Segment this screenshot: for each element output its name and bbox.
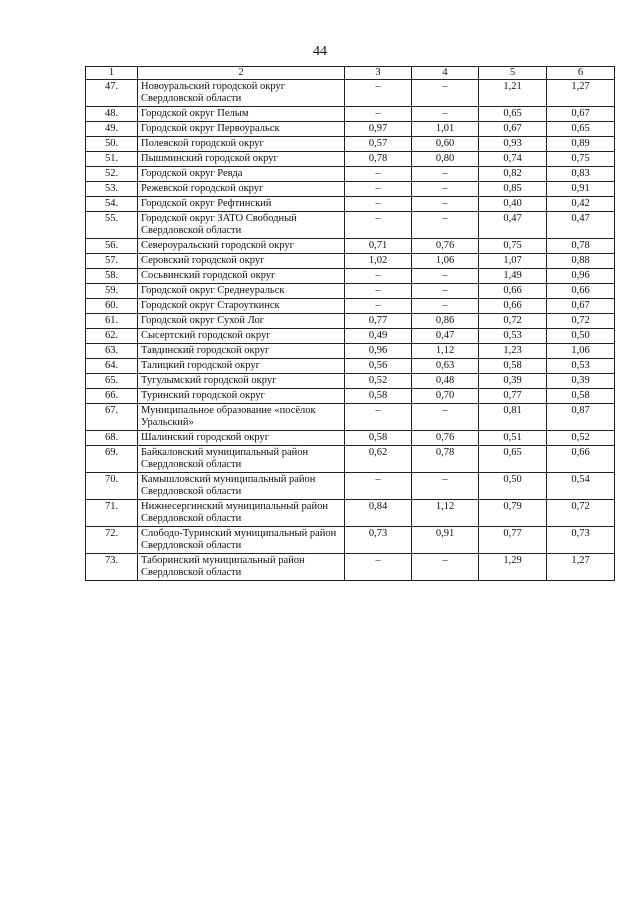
value-col-5: 0,82: [479, 167, 547, 182]
value-col-4: 0,91: [412, 527, 479, 554]
table-row: [86, 299, 615, 314]
value-col-5: 0,67: [479, 122, 547, 137]
value-col-3: 0,71: [345, 239, 412, 254]
value-col-3: –: [345, 299, 412, 314]
row-number: 54.: [86, 197, 138, 212]
row-number: 71.: [86, 500, 138, 527]
row-number: 68.: [86, 431, 138, 446]
value-col-3: –: [345, 167, 412, 182]
row-number: 52.: [86, 167, 138, 182]
table-row: [86, 404, 615, 431]
value-col-4: 1,12: [412, 500, 479, 527]
value-col-6: 0,78: [547, 239, 615, 254]
value-col-4: 0,76: [412, 431, 479, 446]
value-col-4: –: [412, 167, 479, 182]
value-col-5: 0,85: [479, 182, 547, 197]
value-col-4: –: [412, 299, 479, 314]
table-header-row: [86, 67, 615, 80]
municipality-name: Муниципальное образование «посёлок Уральский»: [138, 404, 345, 431]
table-row: [86, 554, 615, 581]
value-col-3: 0,62: [345, 446, 412, 473]
value-col-4: 1,06: [412, 254, 479, 269]
table-row: [86, 389, 615, 404]
value-col-4: –: [412, 80, 479, 107]
value-col-5: 0,81: [479, 404, 547, 431]
row-number: 60.: [86, 299, 138, 314]
municipality-name: Таборинский муниципальный район Свердловской области: [138, 554, 345, 581]
value-col-3: –: [345, 107, 412, 122]
value-col-6: 0,91: [547, 182, 615, 197]
value-col-5: 1,21: [479, 80, 547, 107]
value-col-3: 0,58: [345, 389, 412, 404]
value-col-3: –: [345, 269, 412, 284]
municipality-name: Сысертский городской округ: [138, 329, 345, 344]
value-col-6: 0,88: [547, 254, 615, 269]
value-col-3: –: [345, 473, 412, 500]
data-table: [85, 66, 615, 581]
value-col-6: 1,27: [547, 554, 615, 581]
value-col-5: 0,65: [479, 446, 547, 473]
value-col-4: 0,86: [412, 314, 479, 329]
value-col-5: 0,66: [479, 299, 547, 314]
value-col-6: 0,53: [547, 359, 615, 374]
municipality-name: Нижнесергинский муниципальный район Свердловской области: [138, 500, 345, 527]
value-col-6: 0,39: [547, 374, 615, 389]
value-col-4: 0,78: [412, 446, 479, 473]
table-row: [86, 374, 615, 389]
municipality-name: Городской округ Староуткинск: [138, 299, 345, 314]
table-row: [86, 314, 615, 329]
municipality-name: Тугулымский городской округ: [138, 374, 345, 389]
value-col-4: –: [412, 269, 479, 284]
value-col-3: –: [345, 212, 412, 239]
value-col-4: 0,48: [412, 374, 479, 389]
value-col-3: –: [345, 182, 412, 197]
table-row: [86, 107, 615, 122]
value-col-6: 0,89: [547, 137, 615, 152]
value-col-3: –: [345, 284, 412, 299]
municipality-name: Городской округ Рефтинский: [138, 197, 345, 212]
municipality-name: Пышминский городской округ: [138, 152, 345, 167]
value-col-3: –: [345, 404, 412, 431]
value-col-3: 0,77: [345, 314, 412, 329]
table-row: [86, 269, 615, 284]
value-col-3: 0,52: [345, 374, 412, 389]
value-col-5: 0,74: [479, 152, 547, 167]
value-col-6: 0,47: [547, 212, 615, 239]
value-col-5: 1,07: [479, 254, 547, 269]
value-col-3: 0,56: [345, 359, 412, 374]
value-col-4: –: [412, 554, 479, 581]
table-row: [86, 137, 615, 152]
row-number: 67.: [86, 404, 138, 431]
municipality-name: Серовский городской округ: [138, 254, 345, 269]
value-col-4: 1,12: [412, 344, 479, 359]
value-col-6: 0,72: [547, 314, 615, 329]
value-col-6: 0,87: [547, 404, 615, 431]
value-col-4: 0,47: [412, 329, 479, 344]
value-col-5: 0,75: [479, 239, 547, 254]
table-row: [86, 500, 615, 527]
row-number: 72.: [86, 527, 138, 554]
municipality-name: Камышловский муниципальный район Свердловской области: [138, 473, 345, 500]
table-row: [86, 329, 615, 344]
value-col-6: 0,75: [547, 152, 615, 167]
column-header-5: 5: [479, 67, 547, 80]
municipality-name: Новоуральский городской округ Свердловской области: [138, 80, 345, 107]
value-col-5: 0,93: [479, 137, 547, 152]
value-col-5: 0,40: [479, 197, 547, 212]
table-row: [86, 359, 615, 374]
municipality-name: Слободо-Туринский муниципальный район Свердловской области: [138, 527, 345, 554]
table-row: [86, 212, 615, 239]
row-number: 70.: [86, 473, 138, 500]
column-header-3: 3: [345, 67, 412, 80]
value-col-6: 1,06: [547, 344, 615, 359]
value-col-6: 0,67: [547, 299, 615, 314]
value-col-5: 0,50: [479, 473, 547, 500]
value-col-5: 0,72: [479, 314, 547, 329]
value-col-3: –: [345, 197, 412, 212]
table-row: [86, 473, 615, 500]
value-col-3: 0,57: [345, 137, 412, 152]
column-header-4: 4: [412, 67, 479, 80]
row-number: 66.: [86, 389, 138, 404]
column-header-2: 2: [138, 67, 345, 80]
value-col-5: 0,51: [479, 431, 547, 446]
value-col-4: –: [412, 182, 479, 197]
value-col-3: 0,84: [345, 500, 412, 527]
value-col-6: 0,83: [547, 167, 615, 182]
municipality-name: Городской округ Первоуральск: [138, 122, 345, 137]
value-col-4: 0,80: [412, 152, 479, 167]
row-number: 50.: [86, 137, 138, 152]
value-col-5: 0,58: [479, 359, 547, 374]
value-col-4: –: [412, 197, 479, 212]
table-row: [86, 284, 615, 299]
row-number: 55.: [86, 212, 138, 239]
value-col-3: 0,49: [345, 329, 412, 344]
municipality-name: Байкаловский муниципальный район Свердловской области: [138, 446, 345, 473]
value-col-5: 0,47: [479, 212, 547, 239]
municipality-name: Тавдинский городской округ: [138, 344, 345, 359]
table-row: [86, 254, 615, 269]
row-number: 73.: [86, 554, 138, 581]
value-col-3: 0,97: [345, 122, 412, 137]
value-col-4: –: [412, 473, 479, 500]
row-number: 62.: [86, 329, 138, 344]
row-number: 69.: [86, 446, 138, 473]
value-col-5: 1,49: [479, 269, 547, 284]
value-col-6: 0,66: [547, 446, 615, 473]
value-col-4: –: [412, 107, 479, 122]
table-row: [86, 197, 615, 212]
table-row: [86, 344, 615, 359]
value-col-6: 0,67: [547, 107, 615, 122]
value-col-4: 0,76: [412, 239, 479, 254]
value-col-6: 0,52: [547, 431, 615, 446]
row-number: 48.: [86, 107, 138, 122]
municipality-name: Сосьвинский городской округ: [138, 269, 345, 284]
value-col-4: –: [412, 404, 479, 431]
municipality-name: Городской округ Среднеуральск: [138, 284, 345, 299]
municipality-name: Городской округ Ревда: [138, 167, 345, 182]
row-number: 53.: [86, 182, 138, 197]
table-row: [86, 122, 615, 137]
table-row: [86, 446, 615, 473]
table-row: [86, 239, 615, 254]
value-col-6: 0,72: [547, 500, 615, 527]
row-number: 63.: [86, 344, 138, 359]
value-col-5: 0,77: [479, 527, 547, 554]
row-number: 47.: [86, 80, 138, 107]
value-col-3: 0,58: [345, 431, 412, 446]
row-number: 57.: [86, 254, 138, 269]
row-number: 58.: [86, 269, 138, 284]
row-number: 56.: [86, 239, 138, 254]
municipality-name: Туринский городской округ: [138, 389, 345, 404]
value-col-3: 0,96: [345, 344, 412, 359]
value-col-5: 0,65: [479, 107, 547, 122]
page-number: 44: [313, 44, 327, 59]
value-col-5: 0,79: [479, 500, 547, 527]
value-col-3: –: [345, 554, 412, 581]
value-col-5: 1,29: [479, 554, 547, 581]
row-number: 65.: [86, 374, 138, 389]
value-col-5: 1,23: [479, 344, 547, 359]
value-col-6: 1,27: [547, 80, 615, 107]
municipality-name: Городской округ ЗАТО Свободный Свердловской области: [138, 212, 345, 239]
value-col-4: 0,63: [412, 359, 479, 374]
row-number: 59.: [86, 284, 138, 299]
value-col-4: 0,70: [412, 389, 479, 404]
row-number: 51.: [86, 152, 138, 167]
table-row: [86, 431, 615, 446]
table-row: [86, 167, 615, 182]
value-col-4: 1,01: [412, 122, 479, 137]
table-row: [86, 80, 615, 107]
value-col-3: 0,78: [345, 152, 412, 167]
value-col-6: 0,54: [547, 473, 615, 500]
table-row: [86, 182, 615, 197]
value-col-6: 0,66: [547, 284, 615, 299]
value-col-3: 0,73: [345, 527, 412, 554]
value-col-4: –: [412, 284, 479, 299]
row-number: 61.: [86, 314, 138, 329]
value-col-4: –: [412, 212, 479, 239]
value-col-5: 0,77: [479, 389, 547, 404]
municipality-name: Североуральский городской округ: [138, 239, 345, 254]
value-col-5: 0,39: [479, 374, 547, 389]
municipality-name: Режевской городской округ: [138, 182, 345, 197]
value-col-6: 0,73: [547, 527, 615, 554]
value-col-6: 0,50: [547, 329, 615, 344]
municipality-name: Шалинский городской округ: [138, 431, 345, 446]
municipality-name: Талицкий городской округ: [138, 359, 345, 374]
municipality-name: Городской округ Сухой Лог: [138, 314, 345, 329]
column-header-6: 6: [547, 67, 615, 80]
value-col-3: 1,02: [345, 254, 412, 269]
value-col-4: 0,60: [412, 137, 479, 152]
column-header-1: 1: [86, 67, 138, 80]
table-row: [86, 527, 615, 554]
value-col-6: 0,58: [547, 389, 615, 404]
value-col-3: –: [345, 80, 412, 107]
row-number: 49.: [86, 122, 138, 137]
value-col-6: 0,42: [547, 197, 615, 212]
value-col-6: 0,65: [547, 122, 615, 137]
row-number: 64.: [86, 359, 138, 374]
value-col-5: 0,66: [479, 284, 547, 299]
value-col-5: 0,53: [479, 329, 547, 344]
table-body: [86, 80, 615, 581]
municipality-name: Полевской городской округ: [138, 137, 345, 152]
municipality-name: Городской округ Пелым: [138, 107, 345, 122]
table-row: [86, 152, 615, 167]
value-col-6: 0,96: [547, 269, 615, 284]
